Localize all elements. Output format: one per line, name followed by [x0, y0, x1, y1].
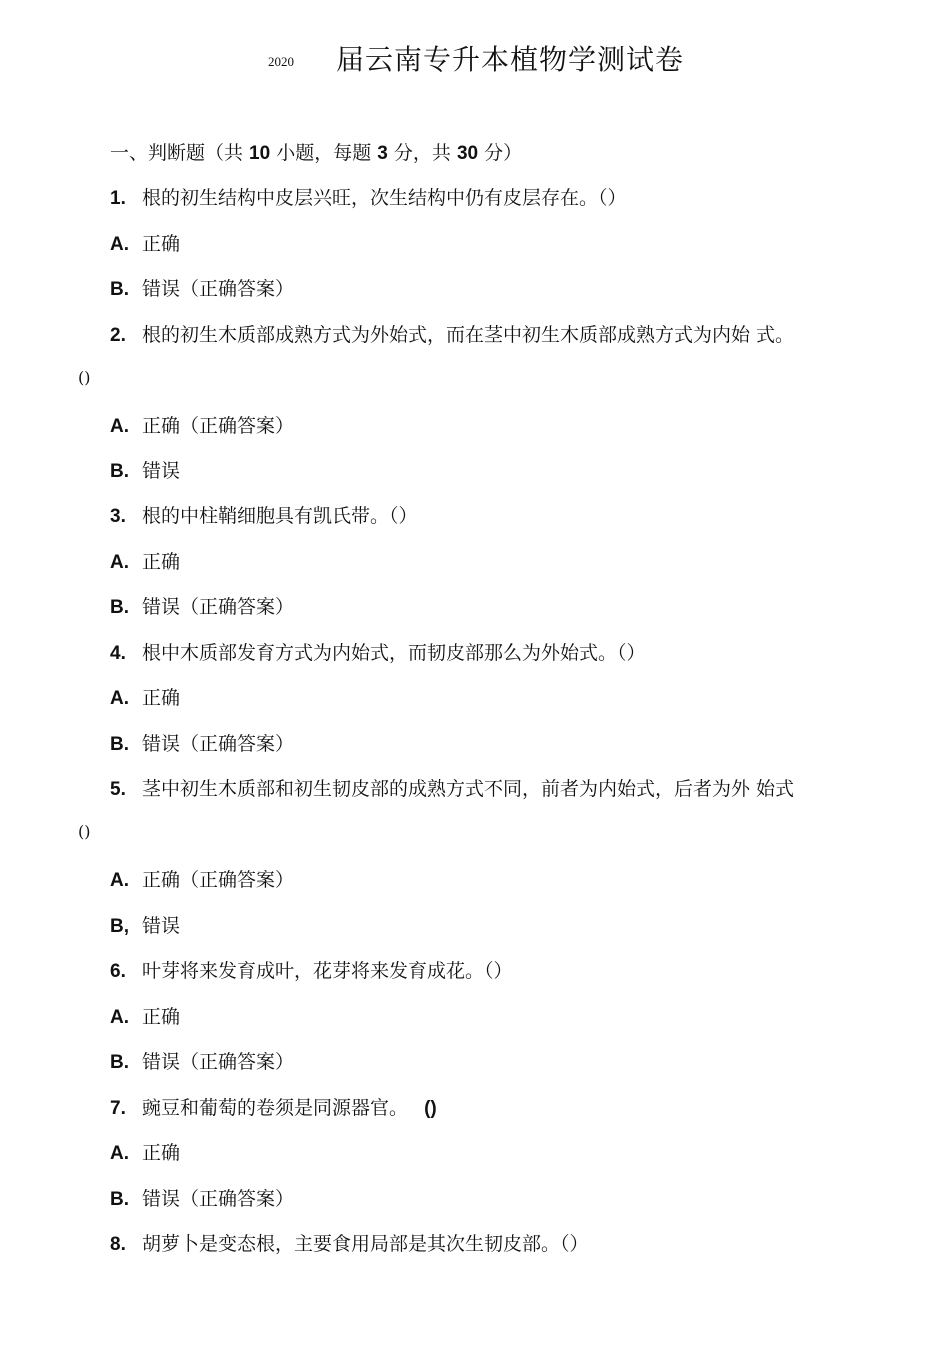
question-8: [110, 1229, 589, 1256]
option-b: [110, 729, 294, 756]
option-a: [110, 683, 180, 710]
option-label: B.: [110, 1052, 129, 1073]
option-label: B.: [110, 279, 129, 300]
option-a: [110, 229, 180, 256]
question-number: 7.: [110, 1098, 126, 1119]
option-text: 错误（正确答案）: [142, 1188, 295, 1210]
points-each: 3: [377, 143, 388, 164]
question-text: 根的初生木质部成熟方式为外始式，而在茎中初生木质部成熟方式为内始 式。: [142, 324, 795, 346]
option-text: 错误: [142, 915, 181, 937]
option-label: A.: [110, 552, 129, 573]
option-text: 正确: [142, 687, 181, 709]
question-number: 8.: [110, 1234, 126, 1255]
option-a: [110, 1002, 180, 1029]
question-continuation: (): [78, 368, 91, 387]
question-2: [110, 320, 794, 347]
option-label: A.: [110, 234, 129, 255]
question-text: 根的中柱鞘细胞具有凯氏带。（）: [142, 505, 418, 527]
question-number: 4.: [110, 643, 126, 664]
option-label: B.: [110, 1189, 129, 1210]
option-a: [110, 1138, 180, 1165]
option-text: 错误（正确答案）: [142, 1051, 295, 1073]
option-label: A.: [110, 416, 129, 437]
option-label: B,: [110, 916, 129, 937]
points-total: 30: [456, 143, 479, 164]
section-heading: 一、判断题（共 10 小题，每题 3 分，共 30 分）: [110, 142, 523, 164]
question-6: [110, 956, 513, 983]
option-text: 错误（正确答案）: [142, 596, 295, 618]
option-label: B.: [110, 734, 129, 755]
option-text: 错误（正确答案）: [142, 733, 295, 755]
option-label: A.: [110, 1007, 129, 1028]
answer-paren: (): [424, 1098, 437, 1119]
question-continuation: (): [78, 822, 91, 841]
option-b: [110, 1047, 294, 1074]
question-count: 10: [249, 143, 271, 164]
option-label: A.: [110, 870, 129, 891]
page-title: 届云南专升本植物学测试卷: [336, 43, 685, 76]
option-b: [110, 911, 180, 938]
option-a: [110, 547, 180, 574]
question-text: 根中木质部发育方式为内始式，而韧皮部那么为外始式。（）: [142, 642, 646, 664]
option-text: 正确: [142, 1006, 181, 1028]
question-number: 3.: [110, 506, 126, 527]
option-text: 正确（正确答案）: [142, 415, 295, 437]
option-text: 正确: [142, 233, 181, 255]
option-a: [110, 411, 294, 438]
question-text: 茎中初生木质部和初生韧皮部的成熟方式不同，前者为内始式，后者为外 始式: [142, 778, 795, 800]
question-4: [110, 638, 646, 665]
question-text: 胡萝卜是变态根，主要食用局部是其次生韧皮部。（）: [142, 1233, 589, 1255]
option-label: A.: [110, 688, 129, 709]
option-text: 正确: [142, 1142, 181, 1164]
title-year: 2020: [268, 54, 294, 69]
question-1: [110, 183, 627, 210]
option-label: B.: [110, 597, 129, 618]
question-number: 2.: [110, 325, 126, 346]
question-text: 豌豆和葡萄的卷须是同源器官。: [142, 1097, 409, 1119]
option-b: [110, 456, 180, 483]
option-label: A.: [110, 1143, 129, 1164]
question-number: 1.: [110, 188, 126, 209]
question-7: [110, 1093, 437, 1120]
option-label: B.: [110, 461, 129, 482]
option-b: [110, 1184, 294, 1211]
question-5: [110, 774, 794, 801]
question-text: 叶芽将来发育成叶，花芽将来发育成花。（）: [142, 960, 513, 982]
question-number: 6.: [110, 961, 126, 982]
option-b: [110, 274, 294, 301]
option-text: 错误（正确答案）: [142, 278, 295, 300]
option-text: 正确: [142, 551, 181, 573]
question-number: 5.: [110, 779, 126, 800]
option-b: [110, 592, 294, 619]
option-text: 错误: [142, 460, 181, 482]
question-3: [110, 501, 418, 528]
question-text: 根的初生结构中皮层兴旺，次生结构中仍有皮层存在。（）: [142, 187, 627, 209]
option-text: 正确（正确答案）: [142, 869, 295, 891]
option-a: [110, 865, 294, 892]
